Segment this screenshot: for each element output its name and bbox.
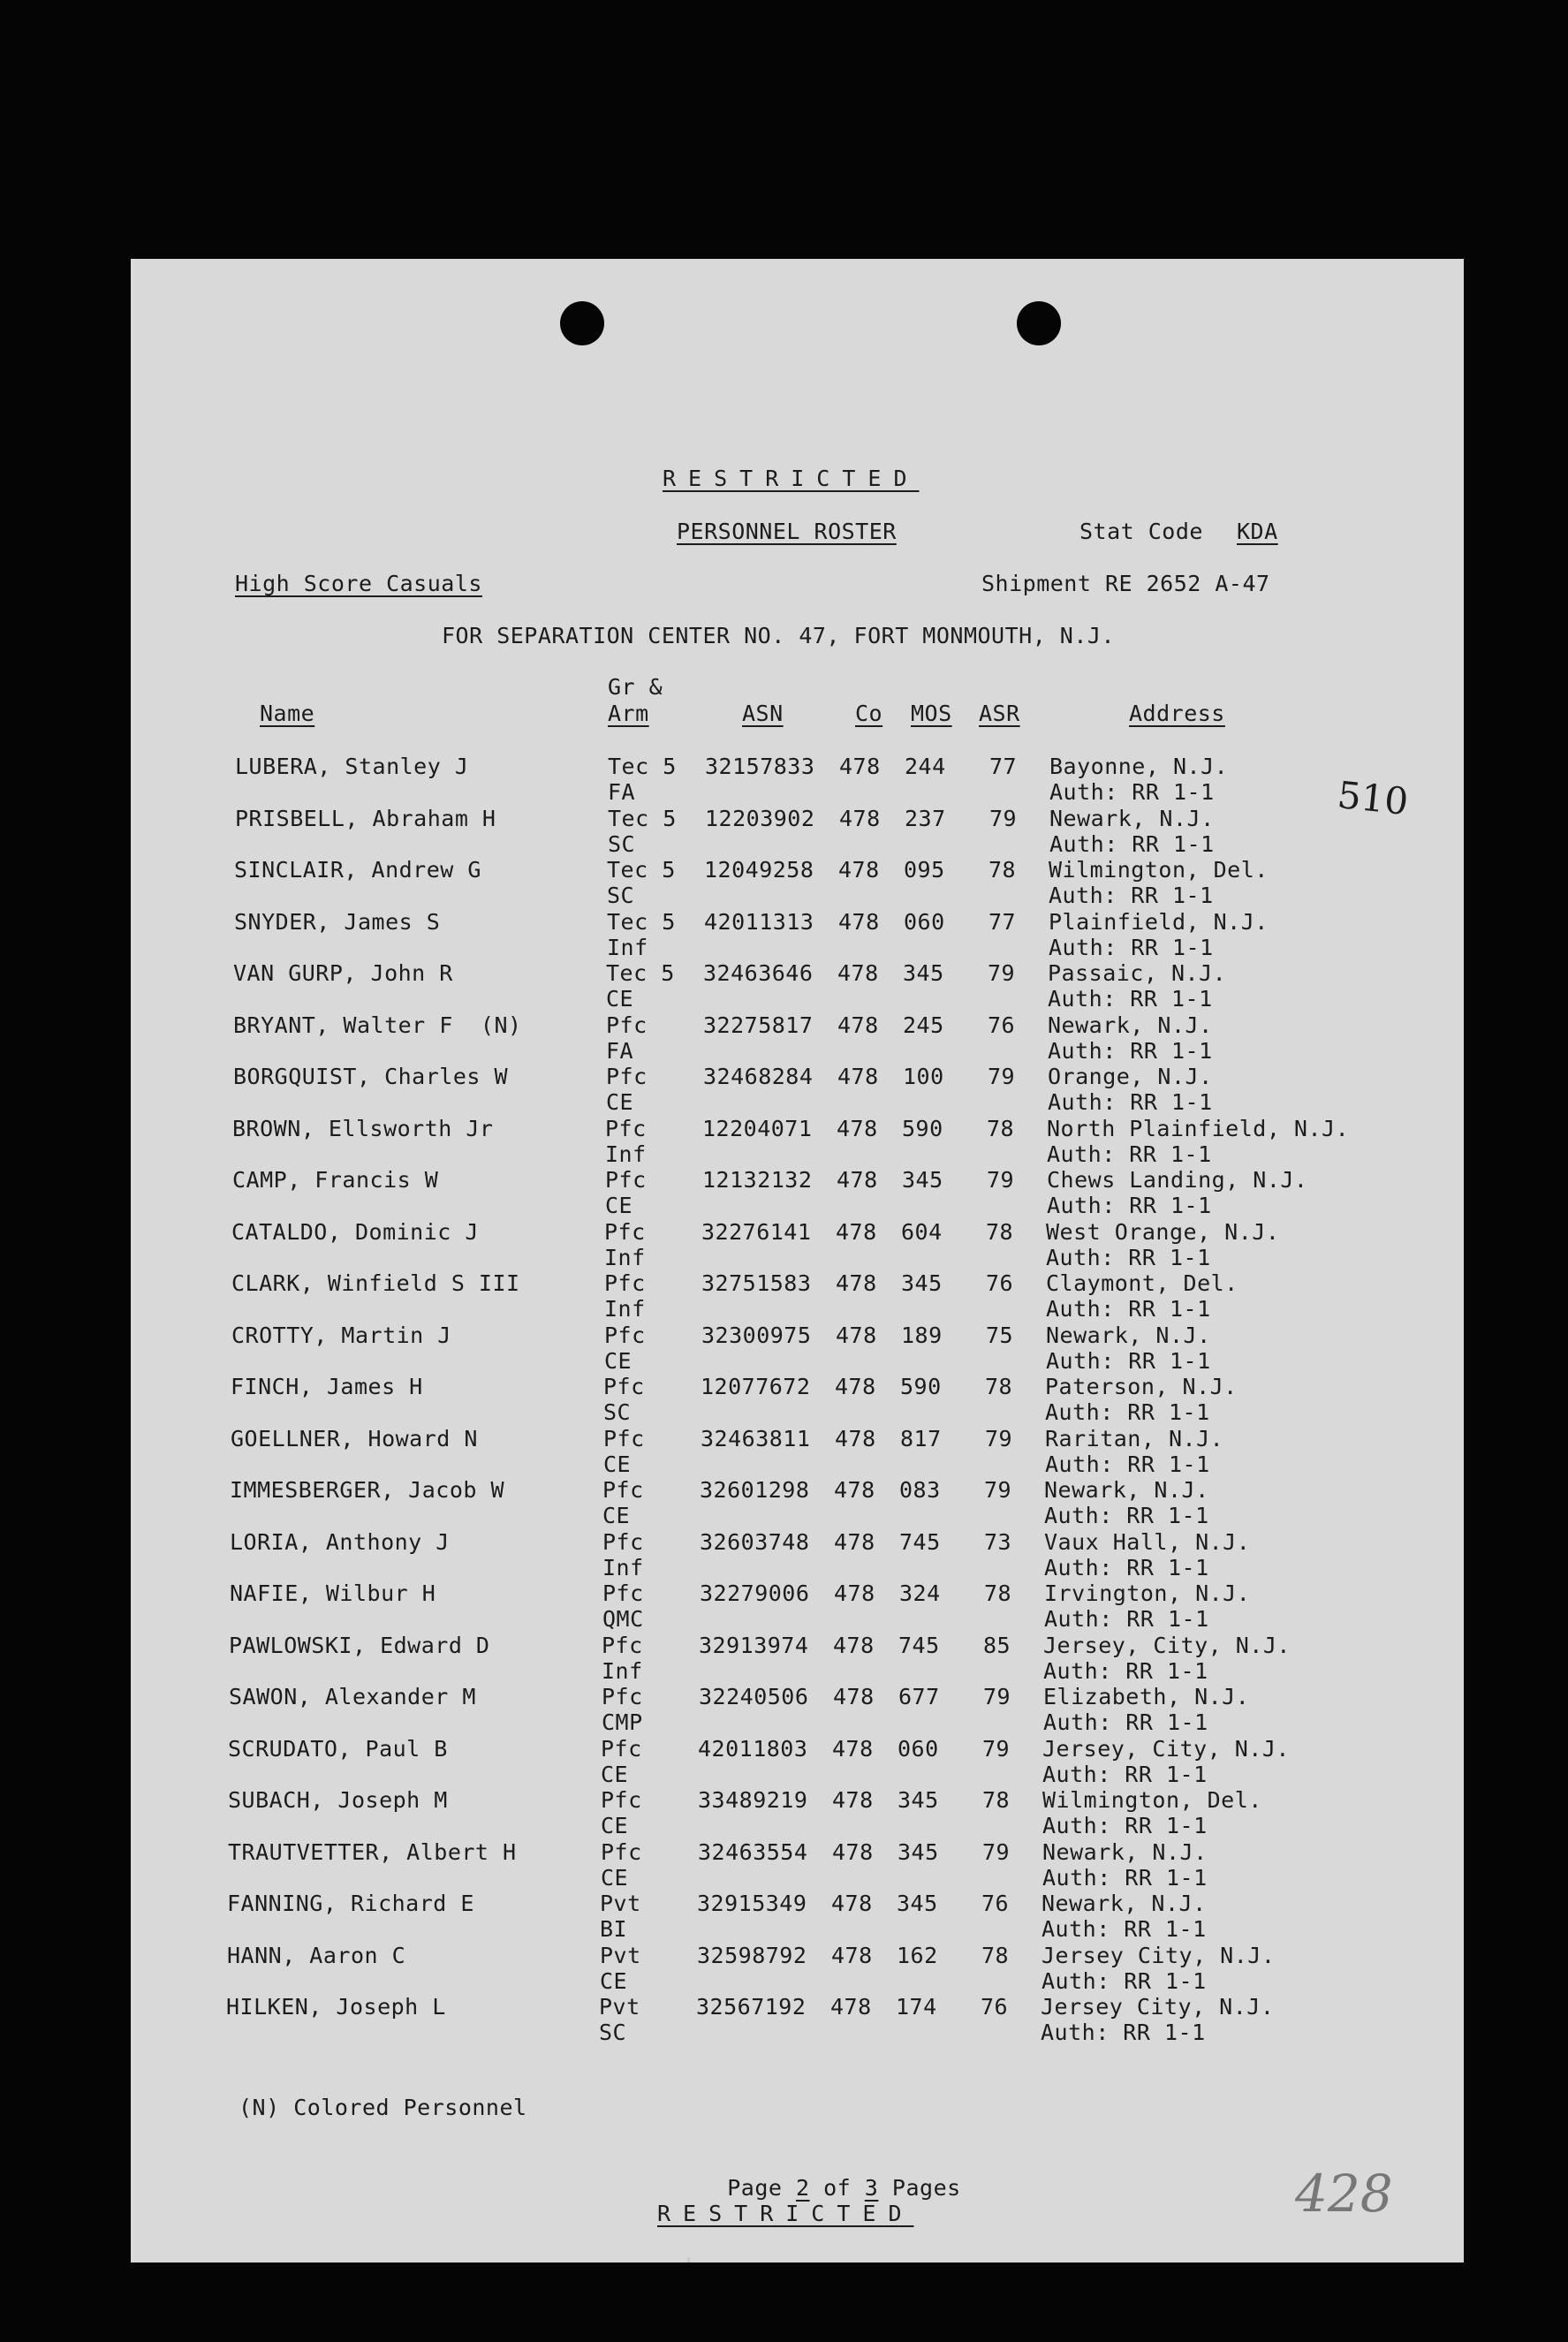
cell-asn: 32567192 [696, 1994, 807, 2020]
cell-auth: Auth: RR 1-1 [1048, 1037, 1213, 1064]
table-row [131, 1839, 1464, 1891]
cell-address: Jersey City, N.J. [1042, 1942, 1276, 1968]
cell-asn: 32276141 [701, 1218, 812, 1245]
cell-grade: Tec 5 [608, 805, 677, 831]
cell-address: Bayonne, N.J. [1049, 754, 1229, 779]
table-row [131, 1994, 1464, 2045]
cell-grade: Pfc [603, 1425, 645, 1451]
table-row [131, 1426, 1464, 1477]
cell-address: Plainfield, N.J. [1049, 908, 1269, 935]
cell-arm: FA [608, 779, 636, 805]
cell-auth: Auth: RR 1-1 [1045, 1399, 1210, 1425]
cell-mos: 100 [903, 1064, 944, 1089]
cell-asr: 79 [988, 960, 1016, 986]
cell-mos: 590 [900, 1374, 942, 1399]
stamped-number: 510 [1335, 772, 1411, 824]
footnote: (N) Colored Personnel [239, 2095, 527, 2120]
cell-auth: Auth: RR 1-1 [1042, 1813, 1208, 1838]
cell-grade: Pfc [601, 1838, 642, 1865]
table-row [131, 1580, 1464, 1632]
cell-name: GOELLNER, Howard N [231, 1425, 478, 1451]
shipment-number: Shipment RE 2652 A-47 [981, 571, 1270, 596]
cell-address: Newark, N.J. [1049, 805, 1215, 831]
cell-asn: 32913974 [699, 1632, 809, 1658]
cell-mos: 083 [899, 1477, 941, 1503]
cell-co: 478 [834, 1580, 875, 1606]
cell-co: 478 [837, 1064, 879, 1089]
page-total: 3 [864, 2175, 879, 2201]
cell-grade: Pfc [601, 1735, 642, 1762]
col-header-asn: ASN [742, 701, 784, 726]
cell-name: FINCH, James H [231, 1374, 423, 1399]
cell-asn: 32463646 [703, 960, 814, 986]
cell-grade: Pfc [605, 1115, 647, 1141]
cell-grade: Pvt [600, 1942, 641, 1968]
cell-co: 478 [832, 1735, 874, 1762]
cell-mos: 095 [904, 857, 945, 883]
cell-asr: 79 [982, 1735, 1011, 1762]
cell-name: VAN GURP, John R [233, 960, 453, 986]
cell-co: 478 [835, 1374, 876, 1399]
cell-grade: Pfc [602, 1632, 643, 1658]
cell-co: 478 [833, 1684, 875, 1709]
cell-address: Paterson, N.J. [1045, 1374, 1238, 1399]
cell-asr: 78 [987, 1115, 1015, 1141]
cell-name: BORGQUIST, Charles W [233, 1064, 509, 1089]
cell-address: Newark, N.J. [1048, 1012, 1213, 1038]
cell-asn: 32915349 [697, 1891, 807, 1916]
cell-asn: 32463554 [698, 1838, 808, 1865]
cell-asr: 76 [981, 1994, 1009, 2020]
cell-asr: 76 [988, 1012, 1016, 1038]
cell-arm: BI [600, 1916, 628, 1942]
cell-asn: 12203902 [705, 805, 815, 831]
cell-mos: 174 [896, 1994, 937, 2020]
cell-mos: 345 [898, 1838, 939, 1865]
cell-auth: Auth: RR 1-1 [1044, 1554, 1209, 1580]
cell-name: CAMP, Francis W [232, 1167, 439, 1193]
cell-arm: Inf [605, 1141, 647, 1167]
cell-name: LORIA, Anthony J [230, 1528, 450, 1555]
cell-name: NAFIE, Wilbur H [230, 1580, 436, 1606]
cell-co: 478 [831, 1942, 873, 1968]
cell-mos: 237 [905, 805, 946, 831]
cell-asn: 12132132 [702, 1167, 813, 1193]
table-row [131, 1064, 1464, 1115]
cell-asr: 73 [984, 1528, 1012, 1555]
cell-mos: 817 [900, 1425, 942, 1451]
table-row [131, 1891, 1464, 1942]
cell-auth: Auth: RR 1-1 [1042, 1761, 1208, 1787]
cell-name: BROWN, Ellsworth Jr [232, 1115, 494, 1141]
cell-address: Newark, N.J. [1046, 1322, 1211, 1348]
cell-co: 478 [832, 1838, 874, 1865]
table-row [131, 909, 1464, 960]
stat-code-label: Stat Code [1079, 519, 1203, 544]
cell-arm: CE [605, 1193, 633, 1218]
cell-asr: 78 [985, 1374, 1013, 1399]
col-header-mos: MOS [911, 701, 952, 726]
cell-address: Orange, N.J. [1048, 1064, 1213, 1089]
table-row [131, 1787, 1464, 1838]
cell-arm: CE [606, 986, 634, 1012]
cell-co: 478 [831, 1891, 873, 1916]
cell-arm: CE [601, 1813, 629, 1838]
destination-line: FOR SEPARATION CENTER NO. 47, FORT MONMOUTH, N.J. [442, 623, 1116, 648]
table-row [131, 1219, 1464, 1270]
cell-mos: 162 [897, 1942, 938, 1968]
table-row [131, 1684, 1464, 1735]
cell-asr: 78 [989, 857, 1017, 883]
cell-arm: Inf [602, 1657, 643, 1684]
cell-asn: 32240506 [699, 1684, 809, 1709]
cell-co: 478 [839, 805, 881, 831]
table-row [131, 1943, 1464, 1994]
cell-auth: Auth: RR 1-1 [1045, 1451, 1210, 1477]
cell-mos: 590 [902, 1115, 943, 1141]
cell-mos: 345 [902, 1167, 943, 1193]
cell-name: IMMESBERGER, Jacob W [230, 1477, 505, 1503]
cell-auth: Auth: RR 1-1 [1044, 1606, 1209, 1632]
cell-asn: 42011313 [704, 908, 814, 935]
cell-arm: CE [601, 1864, 629, 1891]
cell-address: Passaic, N.J. [1048, 960, 1227, 986]
cell-co: 478 [839, 754, 881, 779]
cell-address: Jersey, City, N.J. [1042, 1735, 1290, 1762]
group-name: High Score Casuals [235, 571, 482, 596]
cell-auth: Auth: RR 1-1 [1049, 830, 1215, 857]
cell-grade: Pfc [604, 1218, 646, 1245]
cell-arm: FA [606, 1037, 634, 1064]
cell-grade: Pfc [602, 1528, 644, 1555]
cell-auth: Auth: RR 1-1 [1042, 1967, 1207, 1994]
col-header-grade-arm-1: Gr & [608, 674, 663, 700]
cell-auth: Auth: RR 1-1 [1046, 1244, 1211, 1270]
table-row [131, 1167, 1464, 1218]
cell-auth: Auth: RR 1-1 [1041, 2020, 1206, 2045]
table-row [131, 754, 1464, 805]
cell-co: 478 [832, 1787, 874, 1813]
cell-asn: 12077672 [701, 1374, 811, 1399]
cell-co: 478 [836, 1218, 877, 1245]
cell-auth: Auth: RR 1-1 [1048, 1089, 1213, 1115]
cell-asr: 79 [983, 1684, 1011, 1709]
cell-mos: 745 [899, 1528, 941, 1555]
cell-asr: 78 [984, 1580, 1012, 1606]
cell-name: PRISBELL, Abraham H [235, 805, 496, 831]
cell-grade: Pfc [602, 1684, 643, 1709]
cell-co: 478 [838, 908, 880, 935]
cell-grade: Pfc [603, 1374, 645, 1399]
cell-arm: SC [603, 1399, 632, 1425]
restricted-header: RESTRICTED [663, 466, 920, 491]
cell-mos: 060 [898, 1735, 939, 1762]
cell-mos: 245 [903, 1012, 944, 1038]
cell-co: 478 [837, 1167, 878, 1193]
cell-auth: Auth: RR 1-1 [1042, 1864, 1208, 1891]
cell-arm: Inf [604, 1244, 646, 1270]
cell-mos: 604 [901, 1218, 943, 1245]
cell-co: 478 [833, 1632, 875, 1658]
cell-asn: 32598792 [697, 1942, 807, 1968]
cell-auth: Auth: RR 1-1 [1046, 1296, 1211, 1322]
table-row [131, 1116, 1464, 1167]
cell-name: TRAUTVETTER, Albert H [228, 1838, 517, 1865]
cell-grade: Pvt [599, 1994, 640, 2020]
cell-address: Chews Landing, N.J. [1047, 1167, 1308, 1193]
cell-name: CROTTY, Martin J [231, 1322, 451, 1348]
cell-grade: Pfc [602, 1580, 644, 1606]
cell-auth: Auth: RR 1-1 [1049, 883, 1214, 908]
cell-mos: 345 [897, 1891, 938, 1916]
cell-arm: CE [603, 1451, 632, 1477]
cell-auth: Auth: RR 1-1 [1049, 779, 1215, 805]
cell-arm: SC [607, 883, 635, 908]
cell-address: Newark, N.J. [1042, 1838, 1208, 1865]
page-current: 2 [796, 2175, 810, 2201]
table-row [131, 1633, 1464, 1684]
document-page [131, 259, 1464, 2262]
page-word: Page [727, 2175, 783, 2201]
cell-asn: 32275817 [703, 1012, 814, 1038]
cell-co: 478 [837, 1115, 878, 1141]
cell-auth: Auth: RR 1-1 [1047, 1193, 1212, 1218]
cell-name: SNYDER, James S [234, 908, 441, 935]
cell-co: 478 [837, 960, 879, 986]
cell-co: 478 [835, 1425, 876, 1451]
cell-address: Raritan, N.J. [1045, 1425, 1224, 1451]
cell-asn: 32603748 [700, 1528, 810, 1555]
cell-auth: Auth: RR 1-1 [1043, 1709, 1208, 1735]
table-row [131, 1374, 1464, 1425]
cell-arm: Inf [602, 1554, 644, 1580]
cell-mos: 677 [898, 1684, 940, 1709]
table-row [131, 857, 1464, 908]
cell-arm: CE [601, 1761, 629, 1787]
cell-mos: 345 [903, 960, 944, 986]
cell-name: BRYANT, Walter F (N) [233, 1012, 522, 1038]
cell-asr: 78 [981, 1942, 1010, 1968]
cell-arm: SC [608, 830, 636, 857]
cell-name: CLARK, Winfield S III [231, 1270, 520, 1296]
cell-asr: 79 [989, 805, 1018, 831]
table-row [131, 1012, 1464, 1064]
stat-code-value: KDA [1237, 519, 1278, 544]
cell-mos: 060 [904, 908, 945, 935]
cell-asr: 76 [986, 1270, 1014, 1296]
table-row [131, 1736, 1464, 1787]
cell-auth: Auth: RR 1-1 [1046, 1347, 1211, 1374]
cell-mos: 345 [901, 1270, 943, 1296]
handwritten-number: 428 [1295, 2164, 1393, 2224]
cell-asr: 76 [981, 1891, 1010, 1916]
table-row [131, 1529, 1464, 1580]
cell-address: Wilmington, Del. [1042, 1787, 1262, 1813]
cell-grade: Tec 5 [607, 908, 676, 935]
cell-grade: Tec 5 [606, 960, 675, 986]
cell-address: Newark, N.J. [1044, 1477, 1209, 1503]
cell-asn: 32601298 [700, 1477, 810, 1503]
cell-co: 478 [834, 1528, 875, 1555]
cell-auth: Auth: RR 1-1 [1044, 1503, 1209, 1528]
table-row [131, 1270, 1464, 1322]
cell-asr: 77 [989, 908, 1017, 935]
cell-arm: Inf [607, 934, 648, 960]
table-row [131, 960, 1464, 1012]
restricted-footer: RESTRICTED [657, 2201, 914, 2226]
cell-auth: Auth: RR 1-1 [1048, 986, 1213, 1012]
cell-grade: Pfc [602, 1477, 644, 1503]
cell-address: Jersey City, N.J. [1041, 1994, 1275, 2020]
cell-address: Newark, N.J. [1042, 1891, 1207, 1916]
of-word: of [823, 2175, 852, 2201]
cell-name: SAWON, Alexander M [229, 1684, 476, 1709]
cell-asr: 79 [982, 1838, 1011, 1865]
col-header-address: Address [1129, 701, 1225, 726]
cell-auth: Auth: RR 1-1 [1047, 1141, 1212, 1167]
cell-name: HANN, Aaron C [227, 1942, 406, 1968]
cell-auth: Auth: RR 1-1 [1042, 1916, 1207, 1942]
cell-address: North Plainfield, N.J. [1047, 1115, 1350, 1141]
cell-grade: Pfc [604, 1322, 646, 1348]
cell-name: SINCLAIR, Andrew G [234, 857, 481, 883]
cell-name: SCRUDATO, Paul B [228, 1735, 448, 1762]
cell-arm: CE [606, 1089, 634, 1115]
cell-mos: 244 [905, 754, 946, 779]
cell-co: 478 [836, 1322, 877, 1348]
cell-asr: 79 [984, 1477, 1012, 1503]
cell-name: PAWLOWSKI, Edward D [229, 1632, 490, 1658]
pages-word: Pages [891, 2175, 961, 2201]
col-header-grade-arm-2: Arm [608, 701, 649, 726]
cell-asn: 42011803 [698, 1735, 808, 1762]
cell-mos: 324 [899, 1580, 941, 1606]
cell-arm: SC [599, 2020, 627, 2045]
cell-name: FANNING, Richard E [227, 1891, 474, 1916]
cell-arm: CE [602, 1503, 631, 1528]
cell-asr: 79 [985, 1425, 1013, 1451]
cell-grade: Pfc [605, 1167, 647, 1193]
cell-grade: Pfc [606, 1012, 648, 1038]
col-header-co: Co [855, 701, 883, 726]
cell-asn: 12049258 [704, 857, 814, 883]
cell-auth: Auth: RR 1-1 [1043, 1657, 1208, 1684]
cell-mos: 345 [898, 1787, 939, 1813]
cell-asr: 78 [982, 1787, 1011, 1813]
cell-arm: QMC [602, 1606, 644, 1632]
cell-name: CATALDO, Dominic J [231, 1218, 479, 1245]
cell-asn: 32300975 [701, 1322, 812, 1348]
cell-asn: 32751583 [701, 1270, 812, 1296]
cell-address: Jersey, City, N.J. [1043, 1632, 1291, 1658]
cell-arm: CE [604, 1347, 633, 1374]
cell-grade: Pfc [604, 1270, 646, 1296]
cell-co: 478 [830, 1994, 872, 2020]
cell-grade: Pfc [601, 1787, 642, 1813]
cell-name: LUBERA, Stanley J [235, 754, 469, 779]
cell-grade: Pfc [606, 1064, 648, 1089]
cell-co: 478 [838, 857, 880, 883]
paper-edge-mark [687, 2257, 690, 2262]
cell-arm: Inf [604, 1296, 646, 1322]
cell-address: Vaux Hall, N.J. [1044, 1528, 1251, 1555]
cell-mos: 189 [901, 1322, 943, 1348]
cell-name: SUBACH, Joseph M [228, 1787, 448, 1813]
cell-address: Elizabeth, N.J. [1043, 1684, 1250, 1709]
roster-title: PERSONNEL ROSTER [677, 519, 897, 544]
col-header-name: Name [260, 701, 315, 726]
cell-asr: 79 [988, 1064, 1016, 1089]
cell-asn: 32463811 [701, 1425, 811, 1451]
table-row [131, 1477, 1464, 1528]
cell-mos: 745 [898, 1632, 940, 1658]
cell-asn: 32157833 [705, 754, 815, 779]
cell-grade: Tec 5 [607, 857, 676, 883]
cell-address: Irvington, N.J. [1044, 1580, 1251, 1606]
cell-asr: 75 [986, 1322, 1014, 1348]
cell-asr: 79 [987, 1167, 1015, 1193]
cell-co: 478 [836, 1270, 877, 1296]
cell-name: HILKEN, Joseph L [226, 1994, 446, 2020]
cell-address: West Orange, N.J. [1046, 1218, 1280, 1245]
cell-grade: Pvt [600, 1891, 641, 1916]
table-row [131, 1323, 1464, 1374]
cell-co: 478 [834, 1477, 875, 1503]
cell-arm: CMP [602, 1709, 643, 1735]
cell-asn: 32468284 [703, 1064, 814, 1089]
table-row [131, 806, 1464, 857]
cell-asn: 33489219 [698, 1787, 808, 1813]
cell-asn: 32279006 [700, 1580, 810, 1606]
cell-asr: 85 [983, 1632, 1011, 1658]
cell-asr: 78 [986, 1218, 1014, 1245]
cell-auth: Auth: RR 1-1 [1049, 934, 1214, 960]
cell-grade: Tec 5 [608, 754, 677, 779]
cell-co: 478 [837, 1012, 879, 1038]
cell-arm: CE [600, 1967, 628, 1994]
punch-hole-right [1017, 301, 1061, 345]
cell-address: Claymont, Del. [1046, 1270, 1238, 1296]
cell-asn: 12204071 [702, 1115, 813, 1141]
punch-hole-left [560, 301, 604, 345]
cell-asr: 77 [989, 754, 1018, 779]
cell-address: Wilmington, Del. [1049, 857, 1269, 883]
col-header-asr: ASR [979, 701, 1020, 726]
